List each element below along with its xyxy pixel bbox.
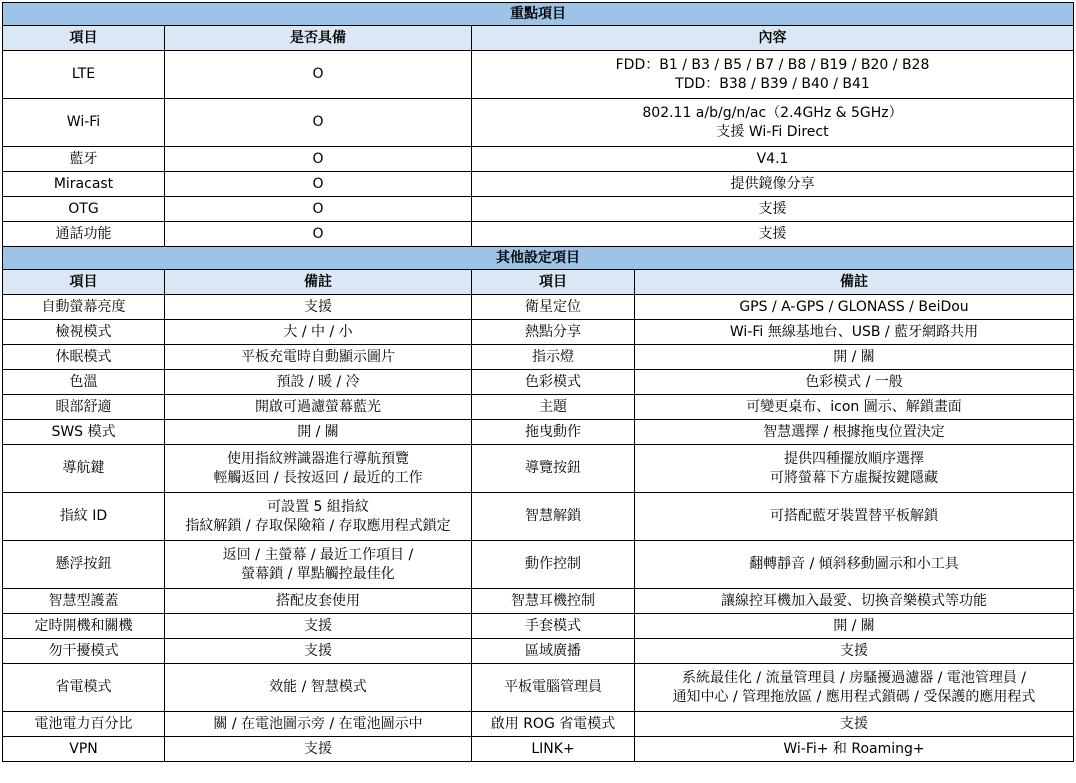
key-header-has: 是否具備 [165,26,472,51]
key-item: LTE [3,51,165,99]
other-note-1 [165,664,472,712]
other-item-1: SWS 模式 [3,420,165,445]
other-note-1 [165,370,472,395]
key-item: Miracast [3,172,165,197]
key-content-line: 提供鏡像分享 [730,175,815,192]
other-note-2 [635,395,1074,420]
other-item-1: 電池電力百分比 [3,712,165,737]
key-has: O [165,172,472,197]
other-note-1 [165,345,472,370]
other-note-2 [635,295,1074,320]
other-item-2: 動作控制 [472,541,635,589]
key-content-line: TDD：B38 / B39 / B40 / B41 [675,75,870,92]
table-row [3,614,1074,639]
other-note-1 [165,712,472,737]
other-item-2: 主題 [472,395,635,420]
key-item: 藍牙 [3,147,165,172]
key-has: O [165,222,472,247]
other-note-1 [165,295,472,320]
table-row [3,493,1074,541]
other-note-2 [635,493,1074,541]
table-row [3,320,1074,345]
other-item-1: 休眠模式 [3,345,165,370]
table-row [3,370,1074,395]
other-note-2 [635,712,1074,737]
other-note-2-line: 支援 [840,642,868,659]
other-note-1-line: 關 / 在電池圖示旁 / 在電池圖示中 [213,715,423,732]
other-note-1 [165,493,472,541]
other-note-1-line: 支援 [304,642,332,659]
other-note-2 [635,589,1074,614]
other-item-2: 色彩模式 [472,370,635,395]
other-header-item-2: 項目 [472,270,635,295]
other-item-1: 檢視模式 [3,320,165,345]
other-note-2-line: 通知中心 / 管理拖放區 / 應用程式鎖碼 / 受保護的應用程式 [672,688,1036,705]
other-note-1-line: 使用指紋辨識器進行導航預覽 [227,450,409,467]
table-row [3,99,1074,147]
other-note-1 [165,589,472,614]
other-item-2: 導覽按鈕 [472,445,635,493]
other-note-2-line: 提供四種擺放順序選擇 [784,450,924,467]
key-item: OTG [3,197,165,222]
other-item-1: 眼部舒適 [3,395,165,420]
other-note-2-line: Wi-Fi+ 和 Roaming+ [783,740,925,757]
table-row [3,712,1074,737]
other-note-2 [635,345,1074,370]
other-note-2 [635,614,1074,639]
other-item-2: 區域廣播 [472,639,635,664]
key-has: O [165,147,472,172]
key-content-line: 802.11 a/b/g/n/ac（2.4GHz & 5GHz） [642,104,903,121]
other-header-note-2: 備註 [635,270,1074,295]
other-item-2: 智慧解鎖 [472,493,635,541]
key-content-line: FDD：B1 / B3 / B5 / B7 / B8 / B19 / B20 / B28 [615,56,930,73]
other-note-2 [635,420,1074,445]
other-note-2-line: 開 / 關 [833,617,875,634]
other-note-1-line: 開啟可過濾螢幕藍光 [255,398,381,415]
other-item-2: 拖曳動作 [472,420,635,445]
other-header-note-1: 備註 [165,270,472,295]
key-content-line: 支援 Wi-Fi Direct [716,123,829,140]
spec-table [2,2,1074,762]
other-note-1 [165,420,472,445]
other-note-2-line: 可搭配藍牙裝置替平板解鎖 [770,508,938,524]
other-item-2: 衛星定位 [472,295,635,320]
other-note-1 [165,639,472,664]
other-note-1-line: 返回 / 主螢幕 / 最近工作項目 / [222,546,414,563]
key-header-content: 內容 [472,26,1074,51]
other-item-2: 熱點分享 [472,320,635,345]
table-row [3,737,1074,762]
key-content [472,197,1074,222]
other-note-1 [165,541,472,589]
other-note-1-line: 可設置 5 組指紋 [267,498,369,515]
key-content [472,99,1074,147]
other-item-2: 手套模式 [472,614,635,639]
key-content [472,51,1074,99]
other-item-1: 省電模式 [3,664,165,712]
other-note-1 [165,445,472,493]
other-note-1-line: 指紋解鎖 / 存取保險箱 / 存取應用程式鎖定 [185,517,451,534]
table-row [3,51,1074,99]
other-note-2-line: 可變更桌布、icon 圖示、解鎖畫面 [746,398,962,415]
other-item-1: 懸浮按鈕 [3,541,165,589]
other-note-2-line: 系統最佳化 / 流量管理員 / 房騷擾過濾器 / 電池管理員 / [681,669,1027,686]
key-content [472,222,1074,247]
key-content [472,172,1074,197]
other-item-1: 導航鍵 [3,445,165,493]
other-note-1 [165,395,472,420]
table-row [3,197,1074,222]
spec-sheet [2,2,1074,762]
other-note-1-line: 大 / 中 / 小 [283,323,353,340]
spec-table-body [3,3,1074,762]
other-note-2 [635,639,1074,664]
table-row [3,147,1074,172]
key-content [472,147,1074,172]
other-note-2 [635,737,1074,762]
other-item-1: 自動螢幕亮度 [3,295,165,320]
key-has: O [165,99,472,147]
other-item-1: 色溫 [3,370,165,395]
other-note-1-line: 平板充電時自動顯示圖片 [241,348,395,365]
key-item: 通話功能 [3,222,165,247]
other-note-1 [165,320,472,345]
table-row [3,445,1074,493]
other-note-1-line: 支援 [304,740,332,757]
other-item-2: 智慧耳機控制 [472,589,635,614]
other-note-1-line: 支援 [304,617,332,634]
other-note-2-line: 翻轉靜音 / 傾斜移動圖示和小工具 [749,556,959,572]
table-row [3,222,1074,247]
other-item-1: 定時開機和關機 [3,614,165,639]
table-row [3,420,1074,445]
other-item-1: 指紋 ID [3,493,165,541]
other-note-1 [165,737,472,762]
table-row [3,345,1074,370]
other-note-1-line: 開 / 關 [297,423,339,440]
other-note-2-line: 開 / 關 [833,348,875,365]
table-row [3,395,1074,420]
key-content-line: V4.1 [756,150,789,167]
other-note-2-line: Wi-Fi 無線基地台、USB / 藍牙網路共用 [729,323,979,340]
key-content-line: 支援 [758,225,787,242]
key-content-line: 支援 [758,200,787,217]
other-note-2-line: GPS / A-GPS / GLONASS / BeiDou [739,298,969,315]
table-row [3,589,1074,614]
table-row [3,295,1074,320]
other-note-1-line: 效能 / 智慧模式 [269,679,367,695]
other-note-2-line: 色彩模式 / 一般 [805,373,903,390]
table-row [3,664,1074,712]
key-header-item: 項目 [3,26,165,51]
key-section-title: 重點項目 [3,3,1074,26]
other-note-2-line: 支援 [840,715,868,732]
other-item-2: LINK+ [472,737,635,762]
other-note-2 [635,320,1074,345]
other-item-2: 啟用 ROG 省電模式 [472,712,635,737]
other-item-1: 智慧型護蓋 [3,589,165,614]
key-has: O [165,197,472,222]
other-note-1 [165,614,472,639]
other-note-1-line: 預設 / 暖 / 冷 [276,373,360,390]
other-item-1: 勿干擾模式 [3,639,165,664]
other-note-1-line: 支援 [304,298,332,315]
other-item-2: 指示燈 [472,345,635,370]
other-note-2-line: 可將螢幕下方虛擬按鍵隱藏 [770,469,938,486]
other-note-1-line: 輕觸返回 / 長按返回 / 最近的工作 [213,469,423,486]
table-row [3,541,1074,589]
key-has: O [165,51,472,99]
other-note-1-line: 螢幕鎖 / 單點觸控最佳化 [241,565,395,582]
other-note-1-line: 搭配皮套使用 [276,592,360,609]
other-note-2 [635,445,1074,493]
table-row [3,172,1074,197]
other-note-2-line: 智慧選擇 / 根據拖曳位置決定 [763,423,945,440]
other-header-item-1: 項目 [3,270,165,295]
key-item: Wi-Fi [3,99,165,147]
other-note-2 [635,541,1074,589]
other-section-title: 其他設定項目 [3,247,1074,270]
other-note-2 [635,664,1074,712]
other-item-2: 平板電腦管理員 [472,664,635,712]
table-row [3,639,1074,664]
other-item-1: VPN [3,737,165,762]
other-note-2 [635,370,1074,395]
other-note-2-line: 讓線控耳機加入最愛、切換音樂模式等功能 [721,592,987,609]
